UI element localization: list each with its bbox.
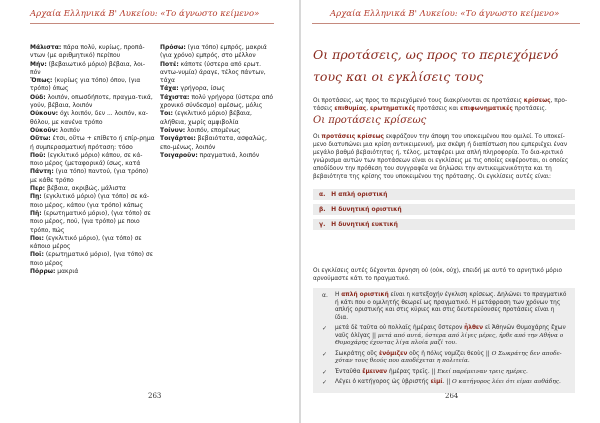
mood-type-row bbox=[313, 189, 575, 200]
glossary-entry bbox=[30, 251, 155, 268]
glossary-definition: (κυρίως για τόπο) όπου, (για τρόπο) όπως bbox=[30, 77, 141, 93]
glossary-definition: (εγκλιτικό μόριο) βέβαια, αλήθεια, χωρίς αμφιβολία bbox=[160, 110, 252, 126]
example-translation: Ο κατήγορος λέει ότι είμαι αυθάδης. bbox=[452, 379, 561, 385]
glossary-entry bbox=[160, 85, 278, 93]
example-text-a: Η bbox=[335, 292, 342, 298]
glossary-entry bbox=[30, 94, 155, 111]
glossary-entry bbox=[30, 61, 155, 78]
glossary-definition: (για τόπο) παντού, (για τρόπο) με κάθε τρόπο bbox=[30, 168, 149, 184]
glossary-term: Ποῖ: bbox=[30, 251, 44, 259]
glossary-term: Τάχιστα: bbox=[160, 93, 190, 101]
example-text-b: ἡμέρας τρεῖς. || bbox=[387, 368, 438, 375]
example-text-a: Σωκράτης οὓς bbox=[335, 350, 379, 357]
glossary-entry bbox=[30, 168, 155, 185]
glossary-entry bbox=[30, 77, 155, 94]
glossary-term: Ποτέ: bbox=[160, 60, 179, 68]
glossary-term: Πόρρω: bbox=[30, 268, 56, 276]
intro-term-2: επιθυμίας bbox=[334, 106, 367, 112]
example-bold: εἰμί bbox=[430, 379, 443, 385]
glossary-entry bbox=[160, 127, 278, 135]
examples-box bbox=[313, 288, 575, 393]
glossary-definition: όχι λοιπόν, δεν ... λοιπόν, κα-θόλου, με κανένα τρόπο bbox=[30, 110, 148, 126]
glossary-definition: μακριά bbox=[57, 268, 79, 276]
example-text-b: οὓς ἡ πόλις νομίζει θεοὺς || bbox=[407, 350, 492, 357]
example-item bbox=[313, 292, 575, 322]
glossary-term: Πῆ: bbox=[30, 209, 42, 217]
para1-term: προτάσεις κρίσεως bbox=[321, 134, 384, 140]
example-bold: ἔμειναν bbox=[362, 368, 388, 375]
glossary-definition: (ερωτηματικό μόριο), (για τόπο) σε ποιο μέρος, πού, (για τρόπο) με ποιο τρόπο, πώς bbox=[30, 209, 151, 234]
intro-text-e: προτάσεις. bbox=[512, 106, 547, 112]
intro-term-1: κρίσεως bbox=[523, 98, 551, 104]
glossary-definition: κάποτε (ύστερα από ερωτ. αντω-νυμία) άραγε, τέλος πάντων, τάχα bbox=[160, 60, 266, 85]
glossary-entry bbox=[30, 152, 155, 169]
glossary-definition: βέβαια, ακριβώς, μάλιστα bbox=[46, 185, 126, 193]
glossary-definition: (εγκλιτικό μόριο) (για τόπο) σε κά-ποιο μέρος, κάπου (για τρόπο) κάπως bbox=[30, 193, 150, 209]
glossary-definition: (για τόπο) εμπρός, μακριά (για χρόνο) εμπρός, στο μέλλον bbox=[160, 44, 267, 60]
glossary-term: Πῃ: bbox=[30, 193, 42, 201]
glossary-term: Οὐδ: bbox=[30, 93, 46, 101]
glossary-column-1 bbox=[30, 44, 155, 276]
glossary-term: Τάχα: bbox=[160, 85, 179, 93]
running-header-right: Αρχαία Ελληνικά Β' Λυκείου: «Το άγνωστο κείμενο» bbox=[330, 9, 560, 19]
example-item bbox=[313, 379, 575, 387]
glossary-definition: βεβαιότατα, ασφαλώς, επο-μένως, λοιπόν bbox=[160, 135, 267, 151]
mood-type-text: Η απλή οριστική bbox=[331, 191, 388, 198]
glossary-entry bbox=[30, 135, 155, 152]
glossary-entry bbox=[30, 44, 155, 61]
mood-type-label: β. bbox=[319, 206, 326, 213]
glossary-definition: λοιπόν, οπωσδήποτε, πραγμα-τικά, γούν, βέβαια, λοιπόν bbox=[30, 93, 153, 110]
glossary-definition: (εγκλιτικό μόριο) κάπου, σε κά-ποιο μέρος (μεταφορικά) ίσως, κατά bbox=[30, 151, 143, 168]
example-text-b: είναι η κατεξοχήν έγκλιση κρίσεως. Δηλώνει το πραγματικό ή κάτι που ο ομιλητής θεωρεί ως πραγματικό. Η μετάφραση των χρόνων της απλής οριστικής και στις κύριες και στις δευτερεύουσες προτάσεις είναι η ίδια. bbox=[335, 292, 567, 321]
example-translation: Ο Σωκράτης δεν αποδε-χόταν τους θεούς που αποδέχεται η πολιτεία. bbox=[335, 350, 562, 364]
check-icon: ✓ bbox=[322, 379, 328, 386]
header-rule-left bbox=[30, 23, 274, 24]
glossary-entry bbox=[160, 152, 278, 160]
intro-text-a: Οι προτάσεις, ως προς το περιεχόμενό τους διακρίνονται σε προτάσεις bbox=[313, 98, 524, 104]
page-number-left: 263 bbox=[148, 392, 162, 400]
glossary-entry bbox=[30, 193, 155, 210]
intro-text-c: , bbox=[366, 106, 370, 112]
glossary-entry bbox=[160, 44, 278, 61]
para1-text-b: εκφράζουν την άποψη του υποκειμένου που ομιλεί. Το υποκεί-μενο διατυπώνει μια κρίση αντικειμενική, μια σκέψη ή διαπίστωση που εμπεριέχει έναν μεγάλο βαθμό βεβαιότητας ή, τέλος, μεταφέρει μια απλή πληροφορία. Το δια-κριτικό γνώρισμα αυτών των προτάσεων είναι οι εγκλίσεις με τις οποίες εκφέρονται, οι οποίες αποδίδουν την πρόθεση του συγγραφέα να δηλώσει την αντικειμενικότητα και τη βεβαιότητα της κρίσης του υποκειμένου της πρότασης. Οι εγκλίσεις αυτές είναι: bbox=[313, 134, 569, 180]
example-bold: ἐνόμιζεν bbox=[379, 350, 408, 357]
glossary-term: Πάντη: bbox=[30, 168, 54, 176]
body-paragraph-2: Οι εγκλίσεις αυτές δέχονται άρνηση οὐ (οὐκ, οὐχ), επειδή με αυτό το αρνητικό μόριο αρνούμαστε κάτι το πραγματικό. bbox=[313, 268, 563, 282]
glossary-term: Τοιγάρτοι: bbox=[160, 135, 196, 143]
intro-paragraph bbox=[313, 97, 575, 113]
glossary-definition: έτσι, οὕτω + επίθετο ή επίρ-ρημα ή συμπερασματική πρόταση: τόσο bbox=[30, 135, 155, 151]
glossary-entry bbox=[160, 135, 278, 152]
glossary-entry bbox=[30, 110, 155, 127]
glossary-term: Περ: bbox=[30, 185, 46, 193]
example-text-a: μετά δὲ ταῦτα οὐ πολλαῖς ἡμέραις ὕστερον bbox=[335, 325, 465, 331]
intro-text-d: προτάσεις και bbox=[415, 106, 461, 112]
example-translation: μετά από αυτά, ύστερα από λίγες μέρες, ήρθε από την Αθήνα ο Θυμοχάρης έχοντας λίγα πλοία μαζί του. bbox=[335, 332, 564, 346]
glossary-entry bbox=[160, 94, 278, 111]
running-header-left: Αρχαία Ελληνικά Β' Λυκείου: «Το άγνωστο κείμενο» bbox=[30, 9, 260, 19]
glossary-definition: (βεβαιωτικό μόριο) βέβαια, λοι-πόν bbox=[30, 60, 145, 76]
check-icon: ✓ bbox=[322, 368, 328, 376]
glossary-term: Τοιγαροῦν: bbox=[160, 151, 198, 159]
intro-text-b: , προ-τάσεις bbox=[313, 98, 568, 112]
glossary-definition: πραγματικά, λοιπόν bbox=[199, 151, 260, 159]
glossary-definition: λοιπόν, επομένως bbox=[187, 126, 241, 134]
mood-type-row bbox=[313, 219, 575, 230]
example-translation: Εκεί παρέμειναν τρεις ημέρες. bbox=[437, 368, 528, 375]
glossary-entry bbox=[30, 127, 155, 135]
example-bold: ἦλθεν bbox=[464, 325, 484, 331]
example-text-a: Λέγει ὁ κατήγορος ὡς ὑβριστής bbox=[335, 379, 431, 385]
example-text-b: . || bbox=[442, 379, 453, 385]
subsection-title: Οι προτάσεις κρίσεως bbox=[313, 115, 427, 126]
glossary-entry bbox=[160, 61, 278, 86]
mood-type-label: α. bbox=[319, 191, 326, 198]
glossary-term: Ποι: bbox=[30, 234, 44, 242]
page-number-right: 264 bbox=[445, 392, 459, 400]
left-page bbox=[0, 0, 299, 423]
body-paragraph-1 bbox=[313, 133, 575, 181]
mood-type-row bbox=[313, 204, 575, 215]
glossary-term: Οὕτω: bbox=[30, 135, 51, 143]
glossary-definition: (ερωτηματικό μόριο), (για τόπο) σε ποιο μέρος bbox=[30, 251, 153, 267]
check-icon: ✓ bbox=[322, 325, 328, 332]
mood-type-text: Η δυνητική ευκτική bbox=[331, 221, 398, 228]
glossary-term: Τοι: bbox=[160, 110, 173, 118]
mood-types-list bbox=[313, 189, 575, 234]
glossary-term: Τοίνυν: bbox=[160, 126, 186, 134]
example-item bbox=[313, 325, 575, 348]
glossary-definition: γρήγορα, ίσως bbox=[180, 85, 225, 93]
intro-term-4: επιφωνηματικές bbox=[460, 106, 513, 112]
glossary-definition: πάρα πολύ, κυρίως, προπά-ντων (με αριθμητικό) περίπου bbox=[30, 44, 145, 60]
glossary-term: Ὅπως: bbox=[30, 77, 53, 85]
glossary-entry bbox=[30, 235, 155, 252]
glossary-definition: πολύ γρήγορα (ύστερα από χρονικό σύνδεσμο) αμέσως, μόλις bbox=[160, 93, 274, 110]
mood-type-text: Η δυνητική οριστική bbox=[331, 206, 402, 213]
check-icon: ✓ bbox=[322, 350, 328, 358]
example-item bbox=[313, 351, 575, 366]
glossary-entry bbox=[160, 110, 278, 127]
glossary-term: Μήν: bbox=[30, 60, 47, 68]
example-item bbox=[313, 369, 575, 377]
header-rule-right bbox=[312, 23, 580, 24]
glossary-term: Πρόσω: bbox=[160, 44, 186, 51]
intro-term-3: ερωτηματικές bbox=[369, 106, 416, 112]
example-bold: απλή οριστική bbox=[341, 292, 389, 298]
section-title: Οι προτάσεις, ως προς το περιεχόμενό τους και οι εγκλίσεις τους bbox=[313, 47, 559, 84]
glossary-term: Μάλιστα: bbox=[30, 44, 62, 51]
glossary-definition: (εγκλιτικό μόριο), (για τόπο) σε κάποιο μέρος bbox=[30, 234, 142, 251]
glossary-entry bbox=[30, 210, 155, 235]
glossary-term: Ποῦ: bbox=[30, 151, 46, 159]
mood-type-label: γ. bbox=[319, 221, 326, 228]
glossary-entry bbox=[30, 185, 155, 193]
para1-text-a: Οι bbox=[313, 134, 322, 140]
glossary-entry bbox=[30, 268, 155, 276]
glossary-column-2 bbox=[160, 44, 278, 160]
example-text-a: Ἐνταῦθα bbox=[335, 368, 363, 375]
glossary-term: Οὐκοῦν: bbox=[30, 126, 59, 134]
glossary-definition: λοιπόν bbox=[60, 126, 80, 134]
example-text-b: εἰ Ἀθηνῶν Θυμοχάρης ἔχων ναῦς ὀλίγας || bbox=[335, 325, 566, 339]
glossary-term: Οὐκουν: bbox=[30, 110, 59, 118]
example-marker: α. bbox=[322, 292, 328, 299]
